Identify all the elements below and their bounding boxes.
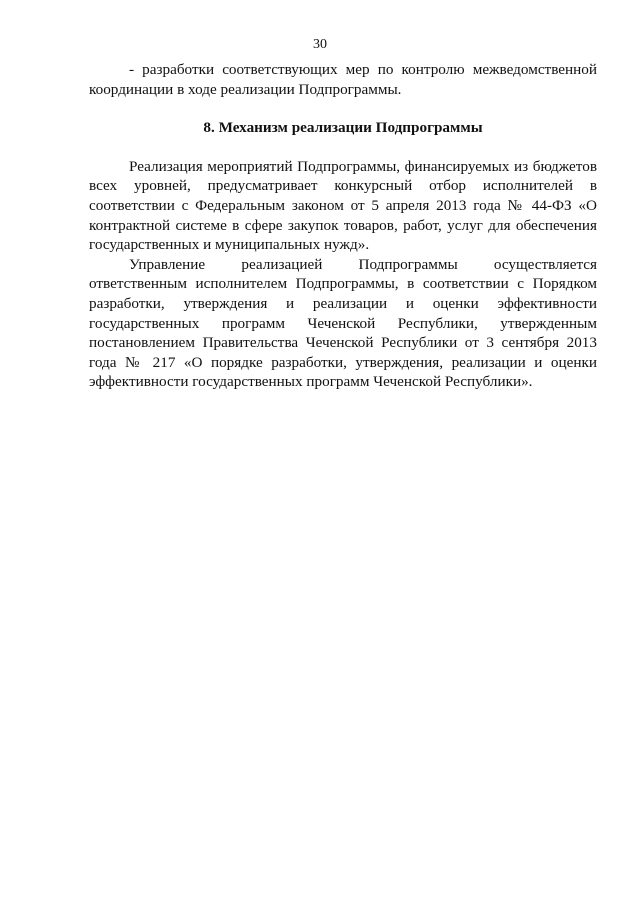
page-number: 30	[313, 37, 327, 52]
intro-paragraph: - разработки соответствующих мер по контролю межведомственной координации в ходе реализации Подпрограммы.	[89, 61, 597, 98]
section-heading: 8. Механизм реализации Подпрограммы	[203, 119, 483, 137]
paragraph-implementation: Реализация мероприятий Подпрограммы, финансируемых из бюджетов всех уровней, предусматривает конкурсный отбор исполнителей в соответствии с Федеральным законом от 5 апреля 2013 года № 44-ФЗ «О контрактной системе в сфере закупок товаров, работ, услуг для обеспечения государственных и муниципальных нужд».	[89, 157, 597, 254]
paragraph-management: Управление реализацией Подпрограммы осуществляется ответственным исполнителем Подпрограммы, в соответствии с Порядком разработки, утверждения и реализации и оценки эффективности государственных программ Чеченской Республики, утвержденным постановлением Правительства Чеченской Республики от 3 сентября 2013 года № 217 «О порядке разработки, утверждения, реализации и оценки эффективности государственных программ Чеченской Республики».	[89, 255, 597, 391]
document-body	[89, 60, 597, 392]
